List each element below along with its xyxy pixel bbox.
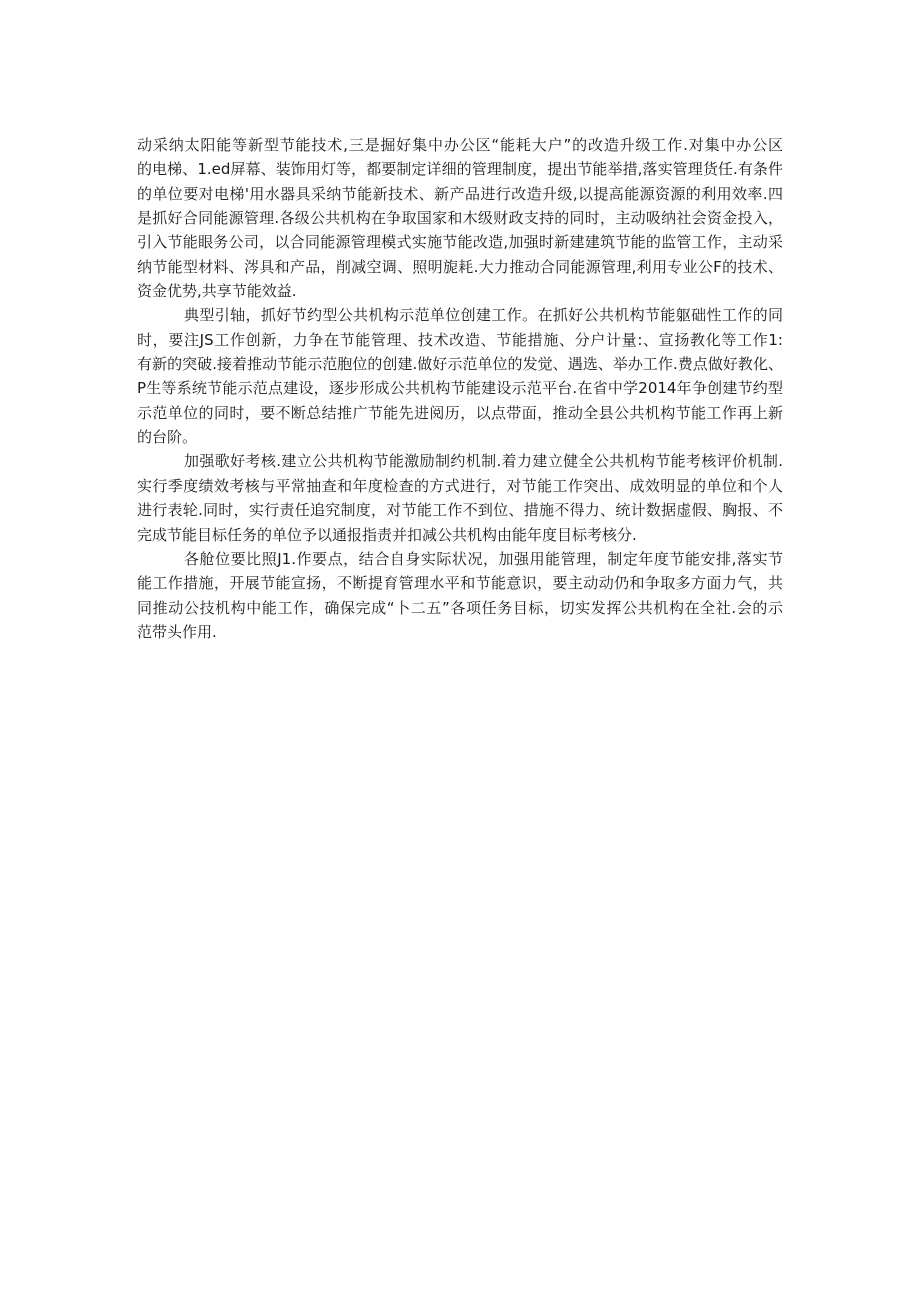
document-body <box>137 133 783 644</box>
paragraph-line: 动采纳太阳能等新型节能技术,三是掘好集中办公区“能耗大户”的改造升级工作.对集中办公区 <box>137 136 783 154</box>
paragraph-2 <box>137 303 783 449</box>
paragraph-line: 的台阶。 <box>137 428 198 447</box>
paragraph-line: 的电梯、1.ed屏幕、装饰用灯等，都要制定详细的管理制度，提出节能举措,落实管理货任.有条件 <box>137 160 783 179</box>
paragraph-line: P生等系统节能示范点建设，逐步形成公共机构节能建设示范平台.在省中学2014年争创建节约型 <box>137 379 783 398</box>
paragraph-line: 典型引轴，抓好节约型公共机构示范单位创建工作。在抓好公共机构节能躯础性工作的同 <box>184 306 783 325</box>
paragraph-4 <box>137 547 783 644</box>
paragraph-3 <box>137 449 783 546</box>
paragraph-line: 资金优势,共享节能效益. <box>137 282 297 301</box>
paragraph-line: 有新的突破.接着推动节能示范胞位的创建.做好示范单位的发觉、遇选、举办工作.费点做好教化、 <box>137 355 783 374</box>
paragraph-line: 进行表轮.同时，实行责任追究制度，对节能工作不到位、措施不得力、统计数据虚假、胸报、不 <box>137 501 783 520</box>
paragraph-line: 加强歌好考核.建立公共机构节能激励制约机制.着力建立健全公共机构节能考核评价机制. <box>184 452 783 471</box>
paragraph-line: 完成节能目标任务的单位予以通报指责并扣减公共机构由能年度目标考核分. <box>137 525 637 544</box>
paragraph-line: 是抓好合同能源管理.各级公共机构在争取国家和木级财政支持的同时，主动吸纳社会资金投入， <box>137 209 783 228</box>
paragraph-line: 各舱位要比照J1.作要点，结合自身实际状况，加强用能管理，制定年度节能安排,落实节 <box>184 549 783 568</box>
paragraph-line: 能工作措施，开展节能宣扬，不断提育管理水平和节能意识，要主动动仍和争取多方面力气，共 <box>137 574 783 593</box>
paragraph-line: 范带头作用. <box>137 622 217 641</box>
paragraph-1 <box>137 133 783 303</box>
paragraph-line: 引入节能眼务公司，以合同能源管理模式实施节能改造,加强时新建建筑节能的监管工作，主动采 <box>137 233 783 252</box>
paragraph-line: 同推动公技机构中能工作，确保完成“卜二五”各项任务目标，切实发挥公共机构在全社.会的示 <box>137 598 783 617</box>
paragraph-line: 实行季度绩效考核与平常抽查和年度检查的方式进行，对节能工作突出、成效明显的单位和个人 <box>137 476 783 495</box>
paragraph-line: 的单位要对电梯'用水器具采纳节能新技术、新产品进行改造升级,以提高能源资源的利用效率.四 <box>137 184 783 203</box>
paragraph-line: 时，要注JS工作创新，力争在节能管理、技术改造、节能措施、分户计量:、宣扬教化等工作1: <box>137 330 783 349</box>
paragraph-line: 示范单位的同时，要不断总结推广节能先进阅历，以点带面，推动全县公共机构节能工作再上新 <box>137 403 783 422</box>
paragraph-line: 纳节能型材料、涔具和产品，削减空调、照明旎耗.大力推动合同能源管理,利用专业公F的技术、 <box>137 257 783 276</box>
